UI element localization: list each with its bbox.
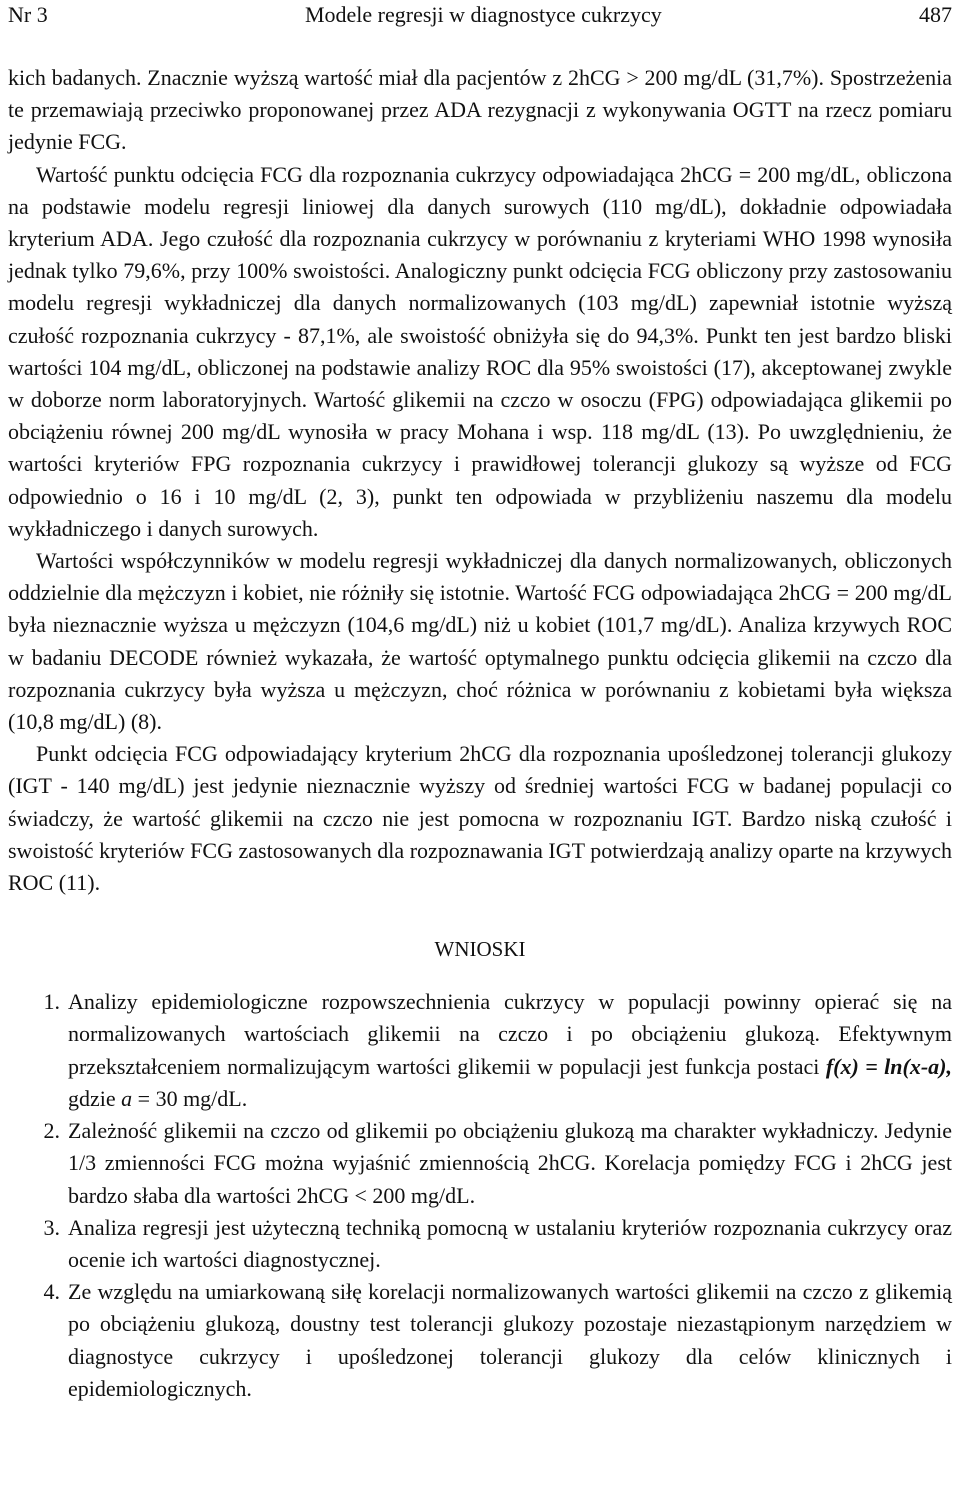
formula-variable: a	[121, 1085, 133, 1111]
discussion-text	[8, 62, 952, 899]
conclusion-text-part: Analizy epidemiologiczne rozpowszechnienia cukrzycy w populacji powinny opierać się na normalizowanych wartościach glikemii na czczo i po obciążeniu glukozą. Efektywnym przekształceniem normalizującym wartości glikemii w populacji jest funkcja postaci	[68, 989, 952, 1079]
conclusion-number: 2.	[43, 1118, 60, 1144]
conclusion-number: 1.	[43, 989, 60, 1015]
conclusion-item	[8, 1276, 952, 1405]
conclusion-text-part: gdzie	[68, 1085, 122, 1111]
conclusion-text: Ze względu na umiarkowaną siłę korelacji normalizowanych wartości glikemii na czczo z glikemią po obciążeniu glukozą, doustny test tolerancji glukozy pozostaje niezastąpionym narzędziem w diagnostyce cukrzycy i upośledzonej tolerancji glukozy dla celów klinicznych i epidemiologicznych.	[68, 1279, 952, 1401]
conclusion-text: Analiza regresji jest użyteczną techniką pomocną w ustalaniu kryteriów rozpoznania cukrzycy oraz ocenie ich wartości diagnostycznej.	[68, 1214, 952, 1272]
conclusion-number: 4.	[43, 1279, 60, 1305]
paragraph-igt: Punkt odcięcia FCG odpowiadający kryterium 2hCG dla rozpoznania upośledzonej tolerancji glukozy (IGT - 140 mg/dL) jest jedynie nieznacznie wyższy od średniej wartości FCG w badanej populacji co świadczy, że wartość glikemii na czczo nie jest pomocna w rozpoznaniu IGT. Bardzo niską czułość i swoistość kryteriów FCG zastosowanych dla rozpoznawania IGT potwierdzają analizy oparte na krzywych ROC (11).	[8, 741, 952, 896]
conclusion-item	[8, 1115, 952, 1212]
issue-number: Nr 3	[8, 2, 48, 27]
conclusions-heading: WNIOSKI	[434, 937, 526, 962]
conclusion-item	[8, 986, 952, 1115]
running-title: Modele regresji w diagnostyce cukrzycy	[304, 2, 662, 27]
running-header	[8, 0, 952, 30]
conclusion-text	[68, 986, 952, 1115]
paragraph-fcg-cutoff: Wartość punktu odcięcia FCG dla rozpoznania cukrzycy odpowiadająca 2hCG = 200 mg/dL, obliczona na podstawie modelu regresji liniowej dla danych surowych (110 mg/dL), dokładnie odpowiadała kryterium ADA. Jego czułość dla rozpoznania cukrzycy w porównaniu z kryteriami WHO 1998 wynosiła jednak tylko 79,6%, przy 100% swoistości. Analogiczny punkt odcięcia FCG obliczony przy zastosowaniu modelu regresji wykładniczej dla danych normalizowanych (103 mg/dL) zapewniał istotnie wyższą czułość rozpoznania cukrzycy - 87,1%, ale swoistość obniżyła się do 94,3%. Punkt ten jest bardzo bliski wartości 104 mg/dL, obliczonej na podstawie analizy ROC dla 95% swoistości (17), akceptowanej zwykle w doborze norm laboratoryjnych. Wartość glikemii na czczo w osoczu (FPG) odpowiadająca glikemii po obciążeniu równej 200 mg/dL wynosiła w pracy Mohana i wsp. 118 mg/dL (13). Po uwzględnieniu, że wartości kryteriów FPG rozpoznania cukrzycy i prawidłowej tolerancji glukozy są wyższe od FCG odpowiednio o 16 i 10 mg/dL (2, 3), punkt ten odpowiada w przybliżeniu naszemu dla modelu wykładniczego i danych surowych.	[8, 161, 952, 541]
conclusions-list	[8, 986, 952, 1405]
conclusion-text: Zależność glikemii na czczo od glikemii po obciążeniu glukozą ma charakter wykładniczy. Jedynie 1/3 zmienności FCG można wyjaśnić zmiennością 2hCG. Korelacja pomiędzy FCG i 2hCG jest bardzo słaba dla wartości 2hCG < 200 mg/dL.	[68, 1118, 952, 1208]
normalizing-formula: f(x) = ln(x-a),	[825, 1053, 952, 1079]
conclusion-number: 3.	[43, 1214, 60, 1240]
conclusion-item	[8, 1212, 952, 1276]
page-number: 487	[919, 2, 952, 27]
paragraph-gender-coefficients: Wartości współczynników w modelu regresji wykładniczej dla danych normalizowanych, obliczonych oddzielnie dla mężczyzn i kobiet, nie różniły się istotnie. Wartość FCG odpowiadająca 2hCG = 200 mg/dL była nieznacznie wyższa u mężczyzn (104,6 mg/dL) niż u kobiet (101,7 mg/dL). Analiza krzywych ROC w badaniu DECODE również wykazała, że wartość optymalnego punktu odcięcia glikemii na czczo dla rozpoznania cukrzycy była wyższa u mężczyzn, choć różnica w porównaniu z kobietami była większa (10,8 mg/dL) (8).	[8, 548, 952, 735]
conclusion-text-part: = 30 mg/dL.	[132, 1085, 248, 1111]
paragraph-continuation: kich badanych. Znacznie wyższą wartość miał dla pacjentów z 2hCG > 200 mg/dL (31,7%). Spostrzeżenia te przemawiają przeciwko proponowanej przez ADA rezygnacji z wykonywania OGTT na rzecz pomiaru jedynie FCG.	[8, 65, 952, 155]
